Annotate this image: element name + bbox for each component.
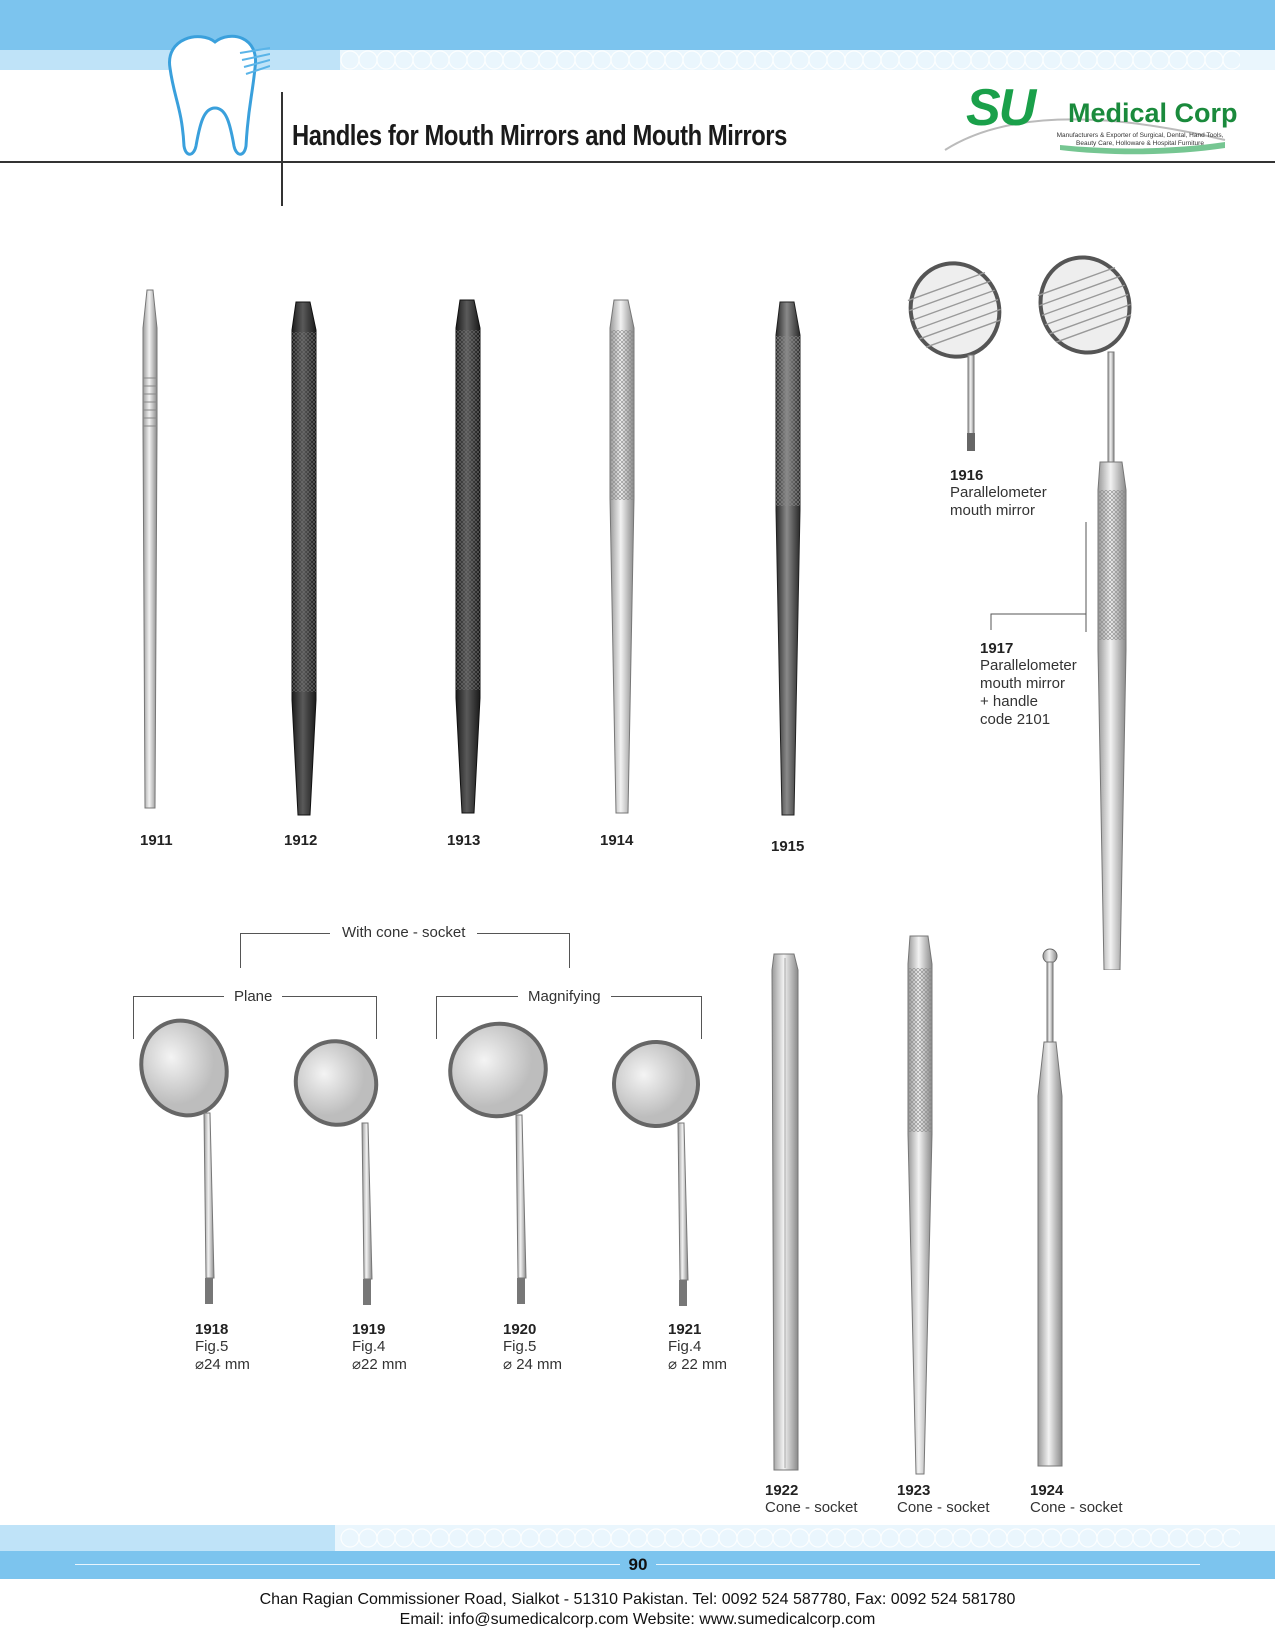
logo-company-name: Medical Corp (1068, 98, 1238, 128)
handle-1922-image (768, 950, 804, 1480)
magnifying-label: Magnifying (518, 988, 611, 1005)
mirror-fig: Fig.5 (503, 1338, 537, 1355)
mirror-1916-image (900, 255, 1015, 455)
handle-1914-image (602, 298, 642, 820)
decorative-circles-top (340, 50, 1240, 70)
mirror-fig: Fig.5 (195, 1338, 229, 1355)
logo-tagline (1055, 132, 1225, 148)
mirror-1918-image (138, 1018, 238, 1308)
handle-code: 1913 (447, 832, 481, 849)
diameter-icon: ⌀ (195, 1356, 205, 1373)
mirror-1920-label (503, 1321, 562, 1374)
item-1917-line4: code 2101 (980, 711, 1051, 728)
cone-handle-code: 1922 (765, 1482, 799, 1499)
handle-1915-image (768, 300, 808, 820)
logo-tagline-line1: Manufacturers & Exporter of Surgical, Dental, Hand Tools, (1056, 132, 1224, 139)
mirror-fig: Fig.4 (668, 1338, 702, 1355)
item-1917-line2: mouth mirror (980, 675, 1066, 692)
tooth-logo-icon (160, 28, 270, 162)
cone-handle-label: Cone - socket (897, 1499, 990, 1516)
mirror-code: 1920 (503, 1321, 537, 1338)
item-1917-code: 1917 (980, 640, 1014, 657)
handle-code: 1912 (284, 832, 318, 849)
mirror-fig: Fig.4 (352, 1338, 386, 1355)
mirror-size: 22 mm (361, 1356, 407, 1373)
mirror-size: 24 mm (516, 1356, 563, 1373)
plane-label: Plane (224, 988, 282, 1005)
mirror-code: 1921 (668, 1321, 702, 1338)
logo-su: SU (966, 79, 1035, 137)
item-1917-line3: + handle (980, 693, 1038, 710)
handle-1913-image (448, 298, 488, 820)
item-1917-label (980, 640, 1077, 729)
mirror-code: 1919 (352, 1321, 386, 1338)
decorative-circles-bottom (340, 1528, 1240, 1548)
item-1916-label (950, 467, 1047, 520)
mirror-1919-image (292, 1035, 387, 1307)
handle-code: 1915 (771, 838, 805, 855)
mirror-1921-label (668, 1321, 727, 1374)
handle-1923-label (897, 1482, 990, 1517)
handle-1924-image (1030, 946, 1070, 1479)
cone-handle-label: Cone - socket (1030, 1499, 1123, 1516)
logo-tagline-line2: Beauty Care, Holloware & Hospital Furniture (1076, 140, 1204, 147)
mirror-code: 1918 (195, 1321, 229, 1338)
footer-email-website: Email: info@sumedicalcorp.com Website: www.sumedicalcorp.com (399, 1611, 876, 1628)
diameter-icon: ⌀ (352, 1356, 362, 1373)
diameter-icon: ⌀ (503, 1356, 517, 1373)
footer-contact (0, 1590, 1275, 1630)
mirror-size: 24 mm (204, 1356, 250, 1373)
item-1916-line1: Parallelometer (950, 484, 1047, 501)
handle-code: 1914 (600, 832, 634, 849)
handle-1911-image (135, 288, 165, 818)
cone-handle-code: 1923 (897, 1482, 931, 1499)
cone-socket-label: With cone - socket (330, 924, 477, 941)
handle-1922-label (765, 1482, 858, 1517)
page-title: Handles for Mouth Mirrors and Mouth Mirrors (292, 120, 787, 152)
diameter-icon: ⌀ (668, 1356, 682, 1373)
handle-1923-image (900, 934, 940, 1479)
handle-1924-label (1030, 1482, 1123, 1517)
item-1916-line2: mouth mirror (950, 502, 1036, 519)
header-vertical-rule (281, 92, 283, 206)
mirror-1920-image (446, 1020, 556, 1307)
mirror-1921-image (610, 1038, 710, 1308)
page-number: 90 (620, 1555, 656, 1575)
cone-handle-label: Cone - socket (765, 1499, 858, 1516)
handle-code: 1911 (140, 832, 173, 849)
handle-1912-image (284, 300, 324, 820)
footer-address: Chan Ragian Commissioner Road, Sialkot - 51310 Pakistan. Tel: 0092 524 587780, Fax: 0092 524 581780 (259, 1591, 1016, 1608)
item-1916-code: 1916 (950, 467, 984, 484)
item-1917-leader-line (990, 522, 1090, 632)
item-1917-line1: Parallelometer (980, 657, 1077, 674)
header-rule (0, 161, 1275, 163)
cone-handle-code: 1924 (1030, 1482, 1064, 1499)
mirror-1919-label (352, 1321, 407, 1374)
mirror-size: 22 mm (681, 1356, 728, 1373)
mirror-1918-label (195, 1321, 250, 1374)
